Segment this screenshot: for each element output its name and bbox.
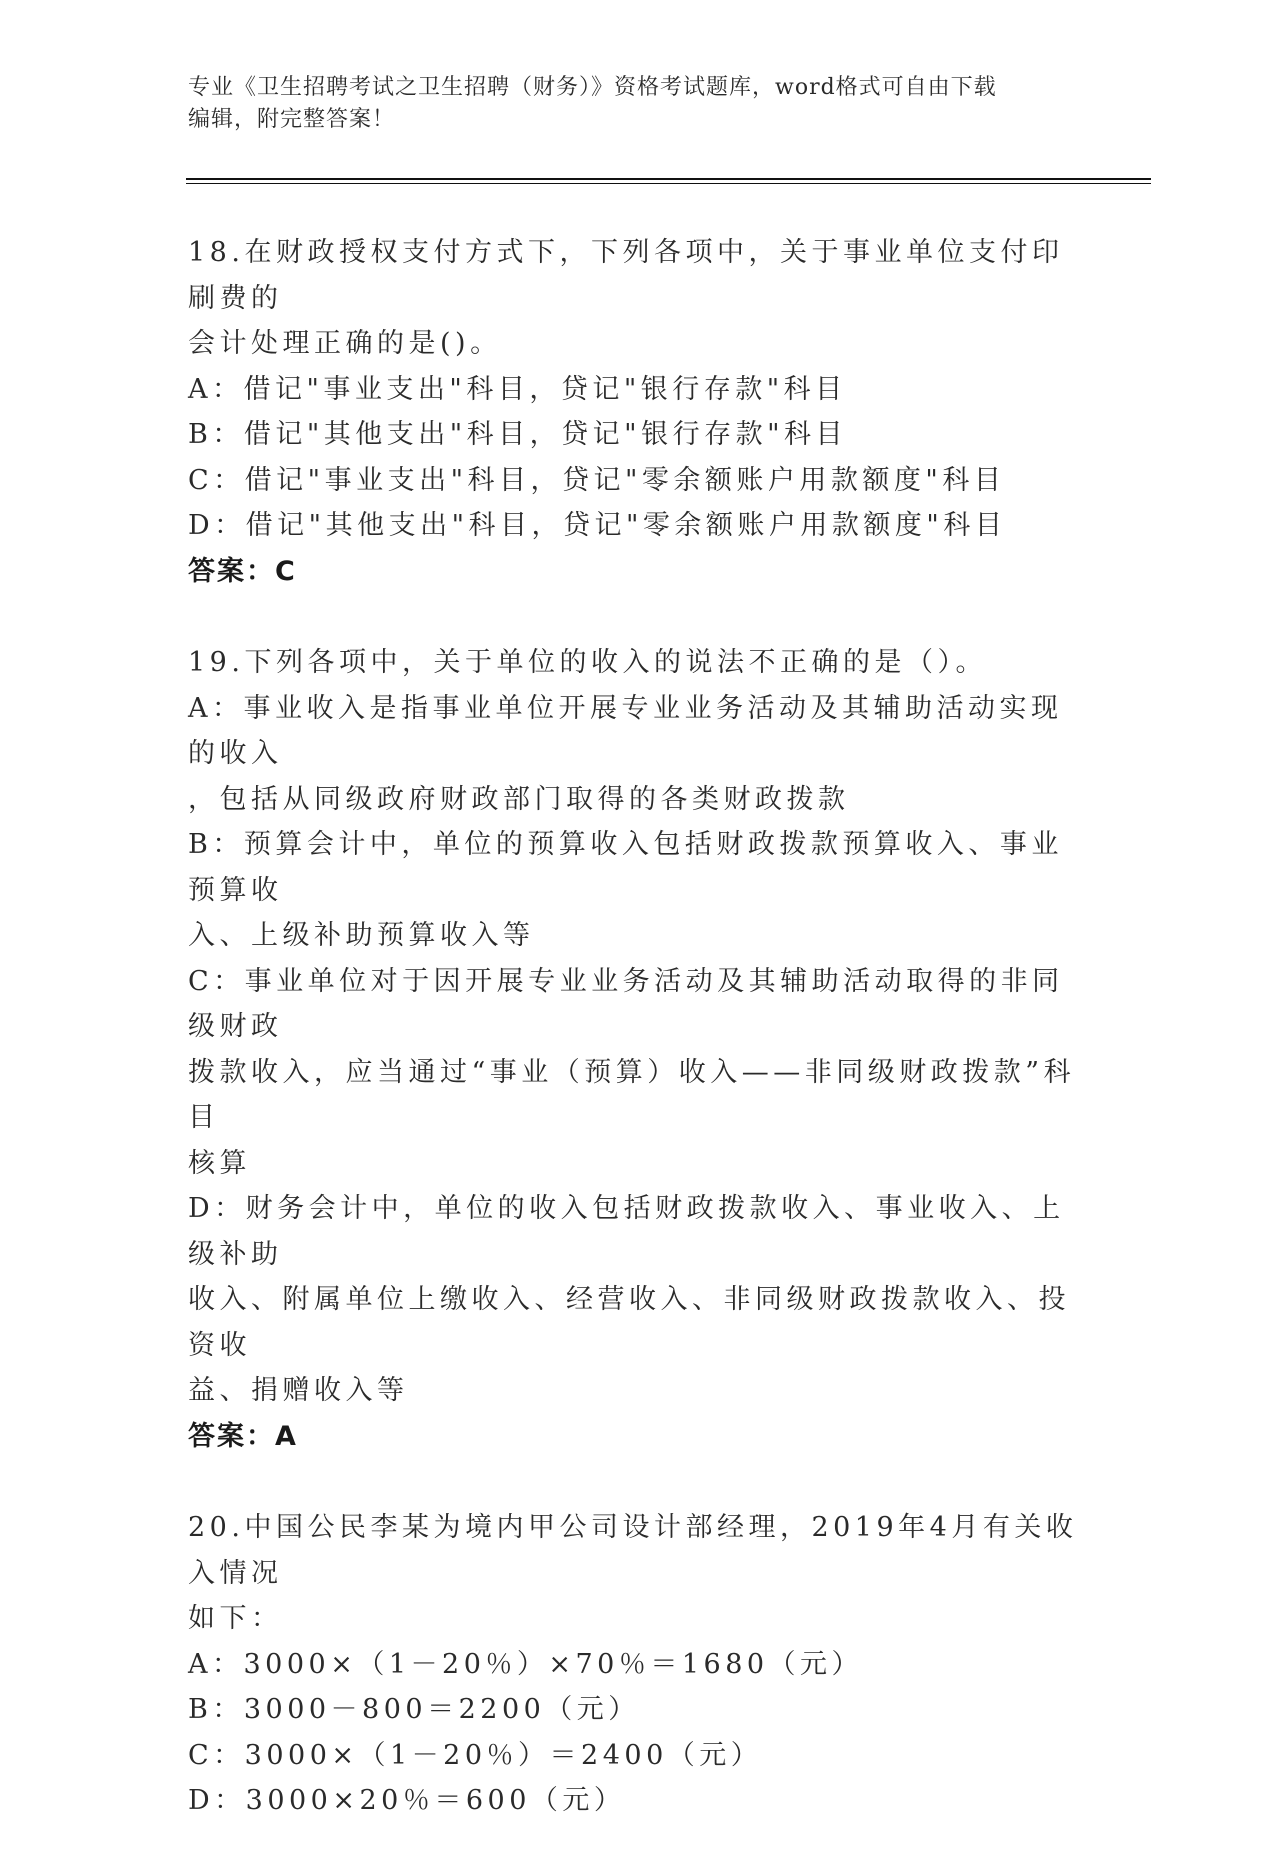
question-list [188,230,1088,1870]
option-a: A：事业收入是指事业单位开展专业业务活动及其辅助活动实现的收入 [188,692,1063,769]
option-c: C：3000×（1－20％）＝2400（元） [188,1739,763,1771]
question-18 [188,230,1088,594]
question-19 [188,640,1088,1459]
header-divider-thick [186,178,1151,180]
option-d-continued: 益、捐赠收入等 [188,1375,409,1406]
option-b: B：预算会计中，单位的预算收入包括财政拨款预算收入、事业预算收 [188,829,1063,906]
option-c-continued: 核算 [188,1147,251,1179]
header-line-2: 编辑，附完整答案！ [188,107,396,132]
header-line-1: 专业《卫生招聘考试之卫生招聘（财务）》资格考试题库，word格式可自由下载 [188,75,997,100]
question-stem-line: 会计处理正确的是()。 [188,328,502,359]
option-a: A：借记"事业支出"科目，贷记"银行存款"科目 [188,373,847,405]
option-c: C：事业单位对于因开展专业业务活动及其辅助活动取得的非同级财政 [188,965,1064,1042]
answer-label: 答案：C [188,555,297,587]
question-stem-line: 19.下列各项中，关于单位的收入的说法不正确的是（）。 [188,647,987,678]
option-d: D：3000×20％＝600（元） [188,1785,626,1816]
question-20 [188,1505,1088,1824]
option-a: A：3000×（1－20％）×70％＝1680（元） [188,1648,864,1680]
option-c: C：借记"事业支出"科目，贷记"零余额账户用款额度"科目 [188,464,1006,496]
page-header [188,72,1068,136]
option-b: B：借记"其他支出"科目，贷记"银行存款"科目 [188,419,848,450]
option-b: B：3000－800＝2200（元） [188,1694,640,1725]
question-stem-line: 如下： [188,1603,283,1634]
option-b-continued: 入、上级补助预算收入等 [188,920,535,951]
option-a-continued: ，包括从同级政府财政部门取得的各类财政拨款 [188,783,850,815]
option-c-continued: 拨款收入，应当通过“事业（预算）收入——非同级财政拨款”科目 [188,1056,1076,1133]
option-d-continued: 收入、附属单位上缴收入、经营收入、非同级财政拨款收入、投资收 [188,1284,1070,1361]
option-d: D：财务会计中，单位的收入包括财政拨款收入、事业收入、上级补助 [188,1193,1065,1270]
answer-label: 答案：A [188,1420,298,1452]
option-d: D：借记"其他支出"科目，贷记"零余额账户用款额度"科目 [188,510,1007,541]
question-stem-line: 18.在财政授权支付方式下，下列各项中，关于事业单位支付印刷费的 [188,237,1064,314]
header-divider-thin [186,183,1151,184]
question-stem-line: 20.中国公民李某为境内甲公司设计部经理，2019年4月有关收入情况 [188,1512,1078,1589]
